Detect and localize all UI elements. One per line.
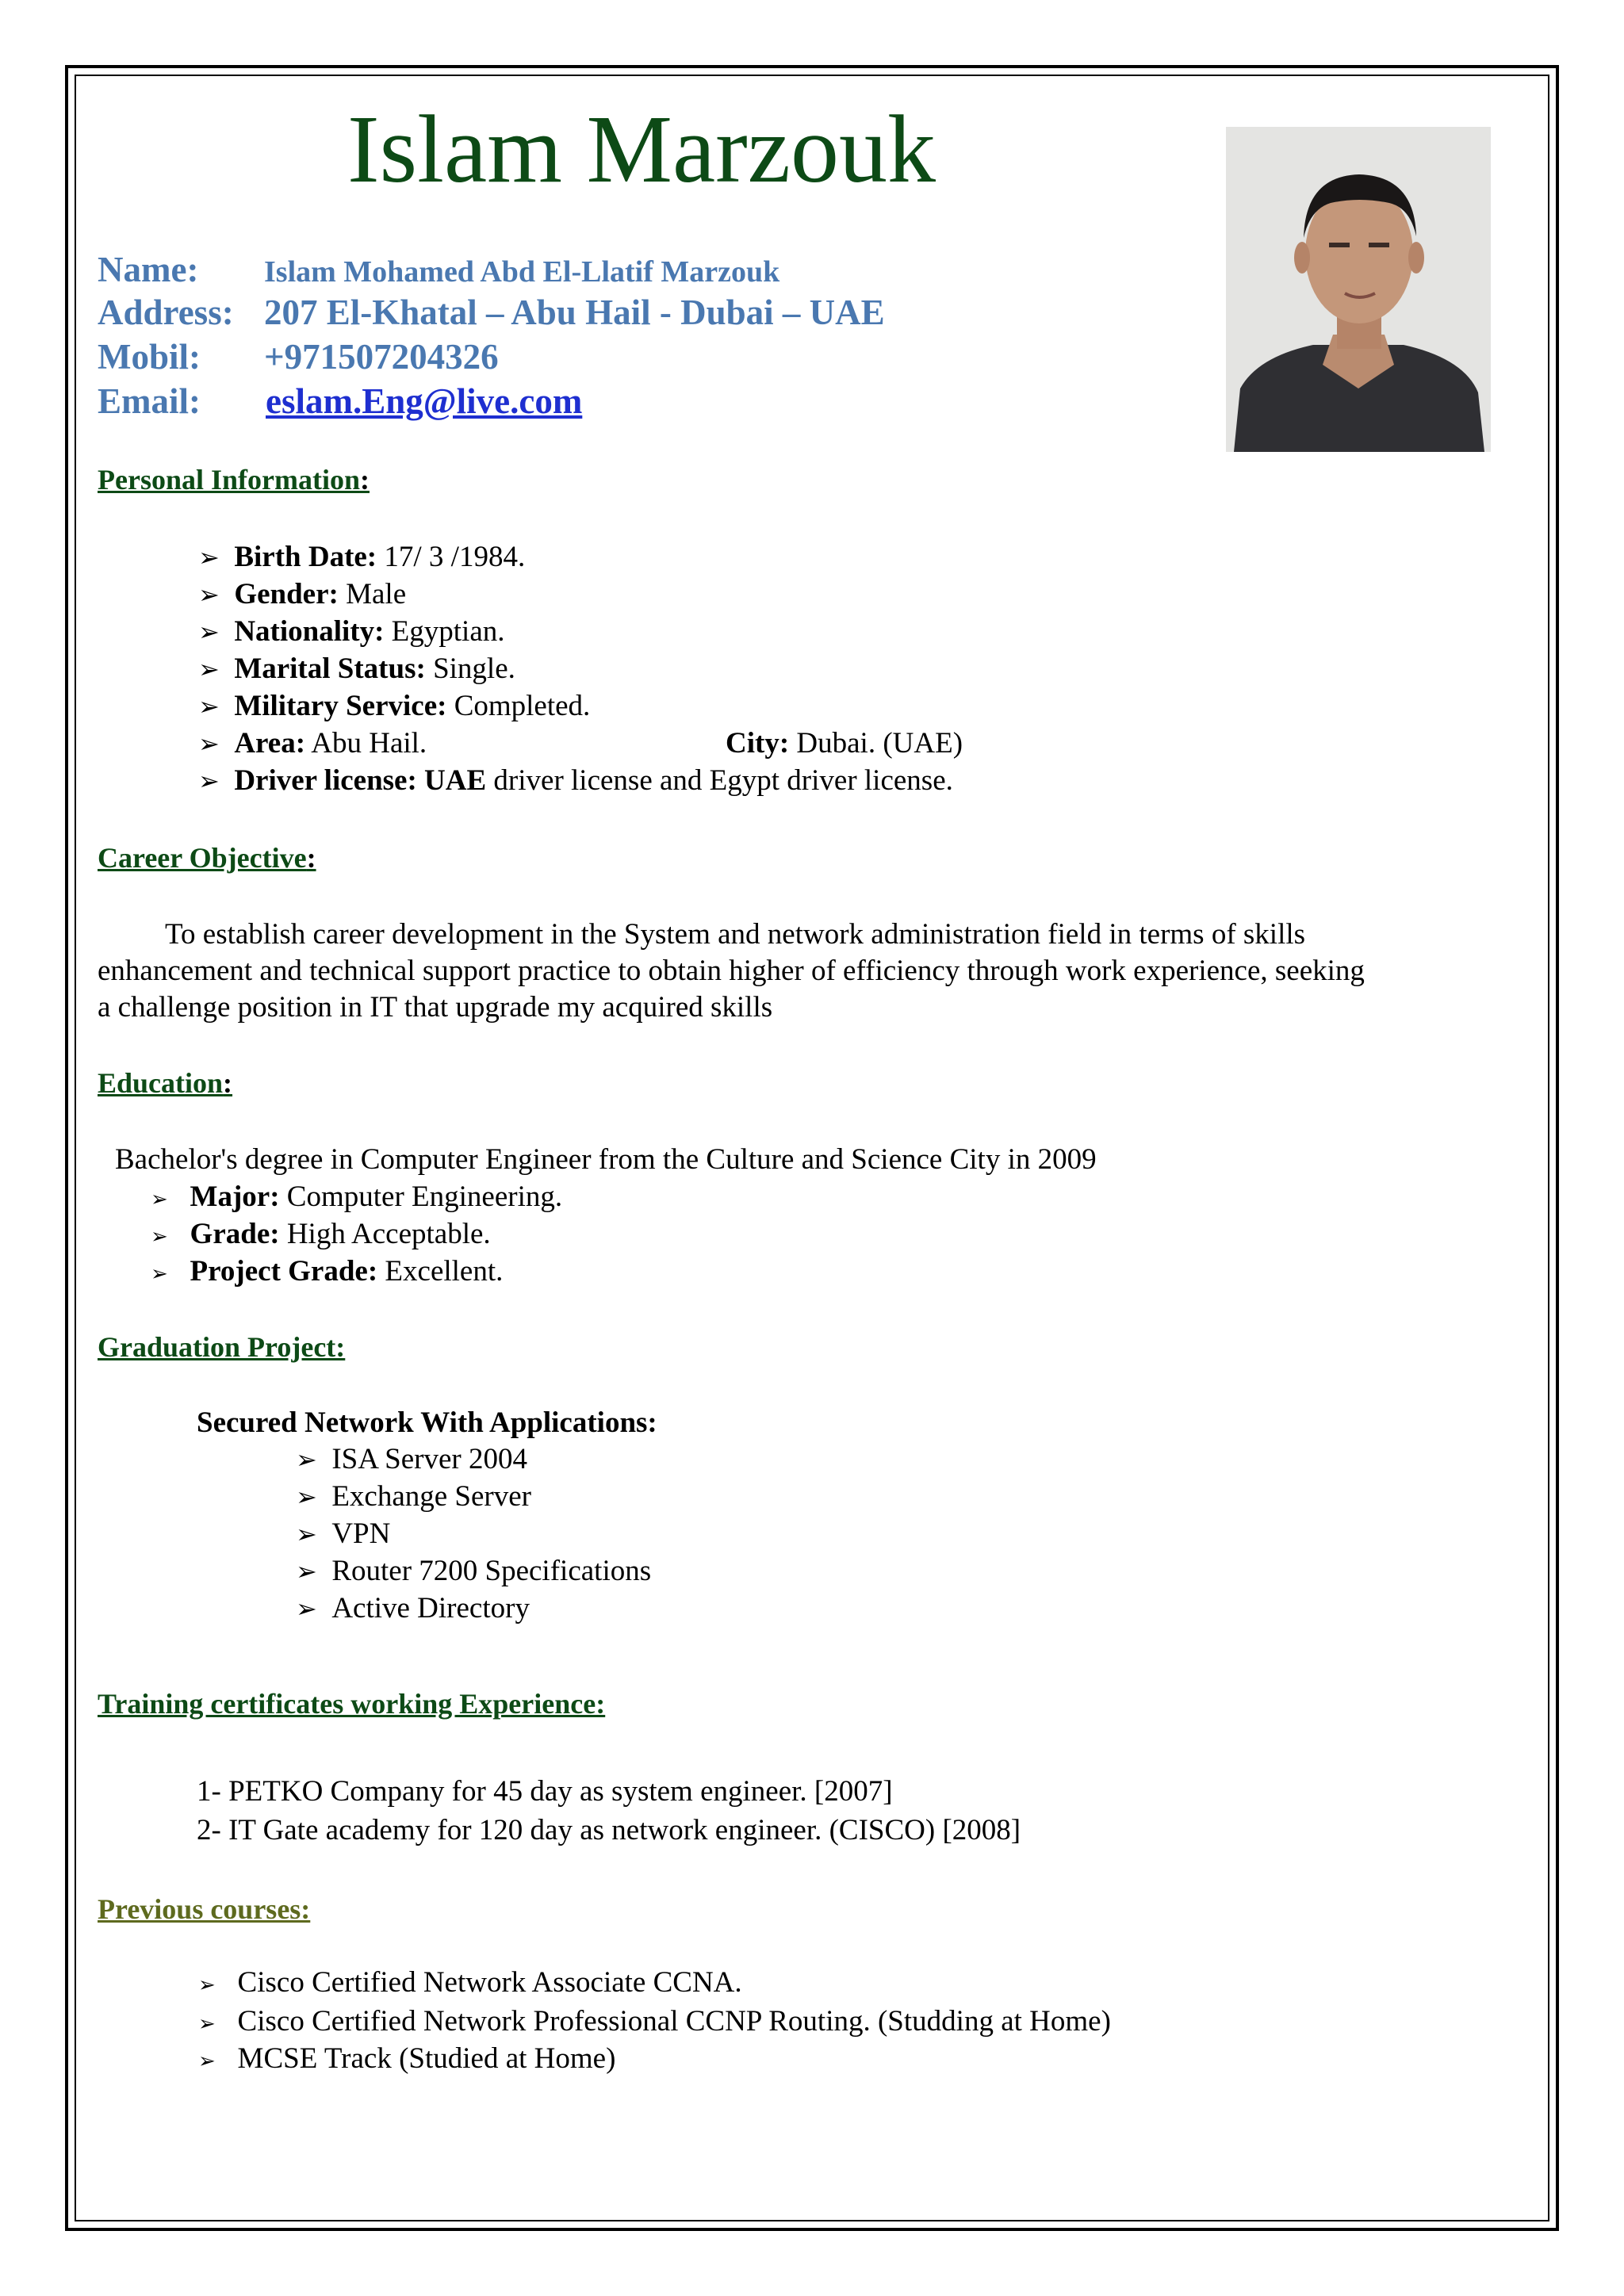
- section-heading-career: Career Objective:: [98, 842, 316, 874]
- list-item: ➢ Birth Date: 17/ 3 /1984.: [198, 541, 526, 573]
- arrow-bullet-icon: ➢: [296, 1556, 317, 1586]
- section-heading-training: Training certificates working Experience:: [98, 1688, 606, 1720]
- project-subtitle: Secured Network With Applications:: [197, 1406, 657, 1439]
- list-item: ➢ Router 7200 Specifications: [296, 1555, 652, 1587]
- arrow-bullet-icon: ➢: [198, 1973, 216, 1997]
- arrow-bullet-icon: ➢: [198, 654, 220, 684]
- list-item: ➢ VPN: [296, 1517, 391, 1550]
- arrow-bullet-icon: ➢: [198, 729, 220, 759]
- paragraph-line: To establish career development in the System and network administration field in terms of skills: [165, 918, 1306, 951]
- arrow-bullet-icon: ➢: [151, 1225, 168, 1249]
- arrow-bullet-icon: ➢: [198, 2049, 216, 2073]
- list-item: ➢ Military Service: Completed.: [198, 690, 591, 722]
- contact-mobile-label: Mobil:: [98, 337, 201, 377]
- arrow-bullet-icon: ➢: [198, 580, 220, 610]
- list-item: ➢ Area: Abu Hail.: [198, 727, 427, 760]
- contact-email-label: Email:: [98, 381, 201, 421]
- section-heading-graduation: Graduation Project:: [98, 1331, 346, 1363]
- list-item: ➢ Nationality: Egyptian.: [198, 615, 505, 648]
- list-item: ➢ Grade: High Acceptable.: [151, 1218, 491, 1250]
- profile-photo: [1226, 127, 1491, 452]
- email-link[interactable]: eslam.Eng@live.com: [266, 381, 583, 421]
- arrow-bullet-icon: ➢: [198, 691, 220, 721]
- contact-mobile-value: +971507204326: [264, 337, 499, 377]
- section-heading-courses: Previous courses:: [98, 1893, 311, 1925]
- list-item-city: City: Dubai. (UAE): [726, 727, 963, 760]
- contact-address-value: 207 El-Khatal – Abu Hail - Dubai – UAE: [264, 293, 885, 332]
- page-title: Islam Marzouk: [347, 96, 936, 203]
- section-heading-education: Education:: [98, 1067, 233, 1099]
- list-item: 2- IT Gate academy for 120 day as network engineer. (CISCO) [2008]: [197, 1814, 1021, 1846]
- list-item: ➢ Exchange Server: [296, 1480, 531, 1513]
- list-item: ➢ Driver license: UAE driver license and Egypt driver license.: [198, 764, 953, 797]
- arrow-bullet-icon: ➢: [198, 2012, 216, 2036]
- list-item: ➢ Project Grade: Excellent.: [151, 1255, 504, 1288]
- list-item: ➢ Cisco Certified Network Associate CCNA.: [198, 1966, 742, 1999]
- contact-name-label: Name:: [98, 250, 199, 289]
- arrow-bullet-icon: ➢: [198, 766, 220, 796]
- arrow-bullet-icon: ➢: [296, 1445, 317, 1475]
- arrow-bullet-icon: ➢: [296, 1482, 317, 1512]
- list-item: ➢ Major: Computer Engineering.: [151, 1181, 563, 1213]
- paragraph-line: enhancement and technical support practice to obtain higher of efficiency through work experience, seeking: [98, 955, 1365, 987]
- contact-address-label: Address:: [98, 293, 234, 332]
- arrow-bullet-icon: ➢: [198, 542, 220, 572]
- list-item: ➢ MCSE Track (Studied at Home): [198, 2042, 616, 2075]
- arrow-bullet-icon: ➢: [198, 617, 220, 647]
- list-item: ➢ Cisco Certified Network Professional CCNP Routing. (Studding at Home): [198, 2005, 1111, 2038]
- list-item: ➢ ISA Server 2004: [296, 1443, 527, 1475]
- contact-name-value: Islam Mohamed Abd El-Llatif Marzouk: [264, 255, 780, 289]
- paragraph-line: a challenge position in IT that upgrade my acquired skills: [98, 991, 773, 1024]
- list-item: 1- PETKO Company for 45 day as system engineer. [2007]: [197, 1775, 893, 1808]
- arrow-bullet-icon: ➢: [296, 1519, 317, 1549]
- arrow-bullet-icon: ➢: [296, 1594, 317, 1624]
- section-heading-personal: Personal Information:: [98, 464, 370, 496]
- arrow-bullet-icon: ➢: [151, 1262, 168, 1286]
- list-item: ➢ Marital Status: Single.: [198, 652, 515, 685]
- list-item: ➢ Active Directory: [296, 1592, 530, 1624]
- arrow-bullet-icon: ➢: [151, 1188, 168, 1211]
- list-item: ➢ Gender: Male: [198, 578, 407, 610]
- degree-line: Bachelor's degree in Computer Engineer from the Culture and Science City in 2009: [115, 1143, 1097, 1176]
